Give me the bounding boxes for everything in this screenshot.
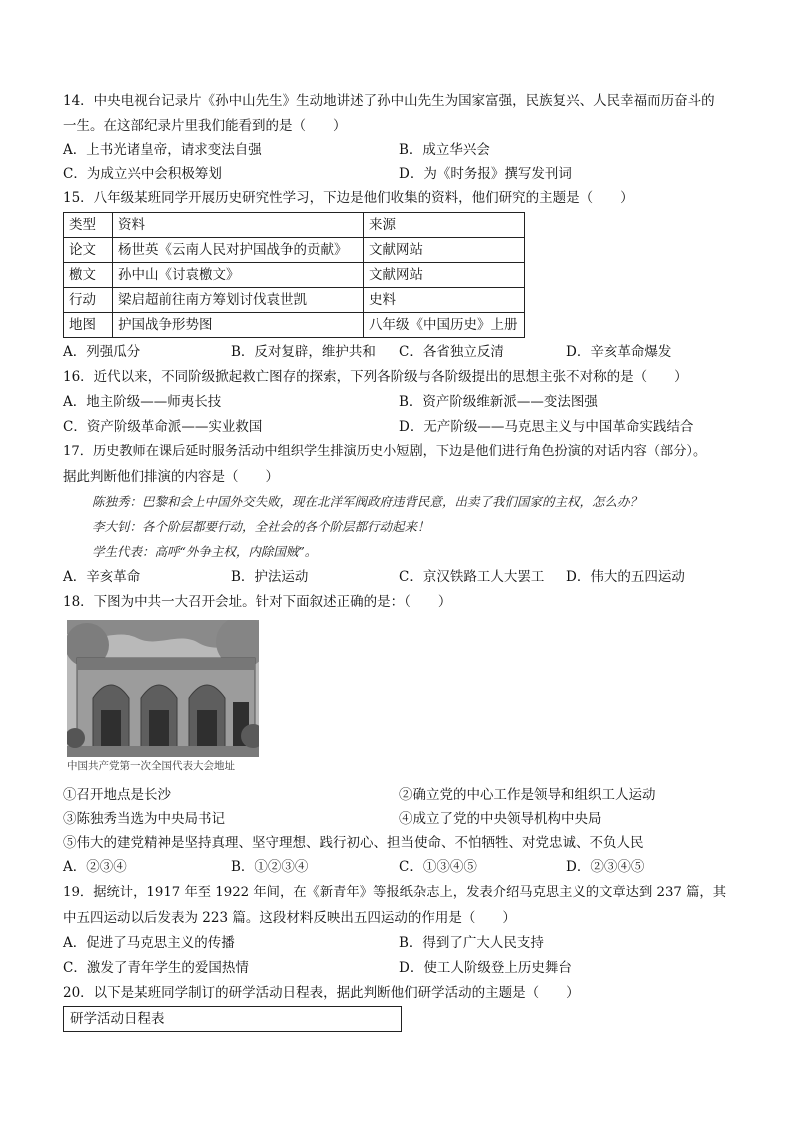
q19-option-c: C．激发了青年学生的爱国热情 xyxy=(63,960,249,976)
q18-option-c: C．①③④⑤ xyxy=(399,859,477,875)
table-cell: 檄文 xyxy=(64,263,113,288)
table-header-row xyxy=(64,213,525,238)
table-row xyxy=(64,263,525,288)
q14-option-b: B．成立华兴会 xyxy=(399,142,490,158)
q18-statement-1: ①召开地点是长沙 xyxy=(63,787,171,803)
building-illustration xyxy=(67,620,259,757)
q14-option-d: D．为《时务报》撰写发刊词 xyxy=(399,166,572,182)
table-cell: 史料 xyxy=(364,288,525,313)
q20-schedule-title-box: 研学活动日程表 xyxy=(63,1006,402,1032)
q14-option-c: C．为成立兴中会积极筹划 xyxy=(63,166,222,182)
q17-option-a: A．辛亥革命 xyxy=(63,569,141,585)
table-row xyxy=(64,238,525,263)
q17-stem-line1: 17．历史教师在课后延时服务活动中组织学生排演历史小短剧，下边是他们进行角色扮演的对话内容（部分）。 xyxy=(63,444,707,459)
q19-option-b: B．得到了广大人民支持 xyxy=(399,935,544,951)
q15-option-c: C．各省独立反清 xyxy=(399,344,504,360)
q14-stem-line2: 一生。在这部纪录片里我们能看到的是（ ） xyxy=(63,118,347,134)
q16-option-d: D．无产阶级——马克思主义与中国革命实践结合 xyxy=(399,419,694,435)
table-row xyxy=(64,288,525,313)
table-cell: 行动 xyxy=(64,288,113,313)
q15-option-b: B．反对复辟，维护共和 xyxy=(231,344,376,360)
table-cell: 地图 xyxy=(64,313,113,338)
q19-stem-line2: 中五四运动以后发表为 223 篇。这段材料反映出五四运动的作用是（ ） xyxy=(63,910,516,926)
q18-option-a: A．②③④ xyxy=(63,859,127,875)
q17-dialogue-3: 学生代表：高呼“外争主权，内除国贼”。 xyxy=(92,544,318,559)
table-cell: 文献网站 xyxy=(364,263,525,288)
q18-option-d: D．②③④⑤ xyxy=(566,859,645,875)
q18-stem: 18．下图为中共一大召开会址。针对下面叙述正确的是：（ ） xyxy=(63,594,452,610)
q18-statement-4: ④成立了党的中央领导机构中央局 xyxy=(399,811,602,827)
q17-dialogue-2: 李大钊：各个阶层都要行动，全社会的各个阶层都行动起来！ xyxy=(92,519,430,534)
q15-option-d: D．辛亥革命爆发 xyxy=(566,344,672,360)
q18-statement-5: ⑤伟大的建党精神是坚持真理、坚守理想、践行初心、担当使命、不怕牺牲、对党忠诚、不负人民 xyxy=(63,835,644,851)
table-header-cell: 来源 xyxy=(364,213,525,238)
q19-stem-line1: 19．据统计，1917 年至 1922 年间，在《新青年》等报纸杂志上，发表介绍马克思主义的文章达到 237 篇，其 xyxy=(63,885,726,900)
q20-stem: 20．以下是某班同学制订的研学活动日程表，据此判断他们研学活动的主题是（ ） xyxy=(63,985,580,1001)
q16-stem: 16．近代以来，不同阶级掀起救亡图存的探索，下列各阶级与各阶级提出的思想主张不对称的是（ ） xyxy=(63,369,688,385)
q17-option-c: C．京汉铁路工人大罢工 xyxy=(399,569,545,585)
table-cell: 孙中山《讨袁檄文》 xyxy=(113,263,364,288)
table-header-cell: 资料 xyxy=(113,213,364,238)
q17-option-d: D．伟大的五四运动 xyxy=(566,569,685,585)
q16-option-c: C．资产阶级革命派——实业救国 xyxy=(63,419,263,435)
table-row xyxy=(64,313,525,338)
q16-option-b: B．资产阶级维新派——变法图强 xyxy=(399,394,598,410)
q19-option-a: A．促进了马克思主义的传播 xyxy=(63,935,235,951)
table-cell: 论文 xyxy=(64,238,113,263)
q19-option-d: D．使工人阶级登上历史舞台 xyxy=(399,960,572,976)
q15-stem: 15．八年级某班同学开展历史研究性学习，下边是他们收集的资料，他们研究的主题是（ ） xyxy=(63,190,634,206)
q14-stem-line1: 14．中央电视台记录片《孙中山先生》生动地讲述了孙中山先生为国家富强，民族复兴、人民幸福而历奋斗的 xyxy=(63,93,715,109)
table-cell: 杨世英《云南人民对护国战争的贡献》 xyxy=(113,238,364,263)
table-cell: 文献网站 xyxy=(364,238,525,263)
q15-source-table xyxy=(63,212,525,338)
q17-dialogue-1: 陈独秀：巴黎和会上中国外交失败，现在北洋军阀政府违背民意，出卖了我们国家的主权，怎么办？ xyxy=(92,494,643,509)
q17-option-b: B．护法运动 xyxy=(231,569,309,585)
site-photo xyxy=(67,620,259,757)
q16-option-a: A．地主阶级——师夷长技 xyxy=(63,394,222,410)
q17-stem-line2: 据此判断他们排演的内容是（ ） xyxy=(63,469,279,485)
table-header-cell: 类型 xyxy=(64,213,113,238)
table-cell: 八年级《中国历史》上册 xyxy=(364,313,525,338)
table-cell: 护国战争形势图 xyxy=(113,313,364,338)
q14-option-a: A．上书光诸皇帝，请求变法自强 xyxy=(63,142,262,158)
table-cell: 梁启超前往南方筹划讨伐袁世凯 xyxy=(113,288,364,313)
q18-option-b: B．①②③④ xyxy=(231,859,309,875)
q18-statement-3: ③陈独秀当选为中央局书记 xyxy=(63,811,225,827)
q18-statement-2: ②确立党的中心工作是领导和组织工人运动 xyxy=(399,787,656,803)
q15-option-a: A．列强瓜分 xyxy=(63,344,141,360)
photo-caption: 中国共产党第一次全国代表大会地址 xyxy=(67,760,235,772)
